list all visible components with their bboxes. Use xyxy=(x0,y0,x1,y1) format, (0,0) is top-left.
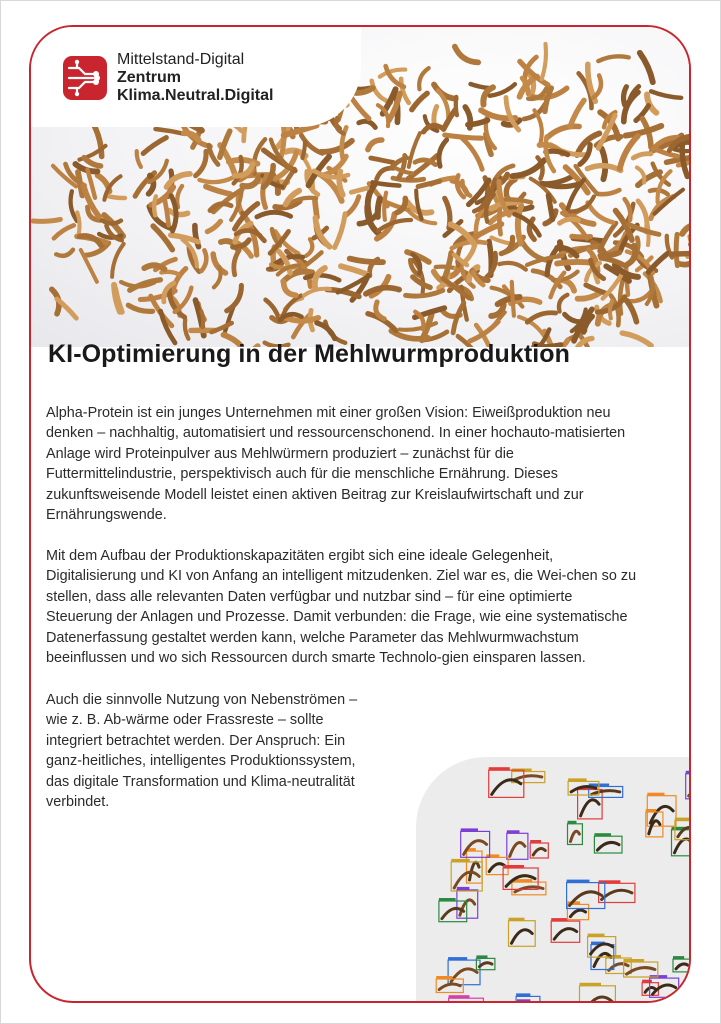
mealworm xyxy=(346,197,359,215)
mealworm xyxy=(586,285,605,293)
mealworm xyxy=(128,305,152,311)
logo-block xyxy=(31,27,361,127)
mealworm xyxy=(588,203,613,223)
mealworm xyxy=(335,214,346,248)
mealworm xyxy=(84,158,101,166)
mealworm xyxy=(462,138,482,169)
org-line-2: Zentrum xyxy=(117,69,181,86)
detected-larva xyxy=(594,953,611,966)
detected-larva xyxy=(439,984,460,989)
mealworm xyxy=(170,211,188,215)
detection-label-tag xyxy=(517,999,530,1002)
ai-detection-image xyxy=(416,757,691,1003)
mealworm xyxy=(651,91,681,98)
detected-larva xyxy=(510,843,525,857)
mealworm xyxy=(371,158,394,163)
mealworm xyxy=(257,212,291,217)
detected-larva xyxy=(570,910,585,917)
mealworm xyxy=(597,190,619,194)
detection-label-tag xyxy=(594,833,611,836)
detection-box xyxy=(517,1002,539,1003)
detected-larva xyxy=(583,997,613,1003)
mealworm xyxy=(185,320,189,339)
mealworm xyxy=(341,266,367,274)
detected-larva xyxy=(602,890,632,899)
detection-label-tag xyxy=(461,828,478,831)
detection-label-tag xyxy=(448,957,467,960)
mealworm xyxy=(416,191,421,219)
mealworm xyxy=(559,295,567,312)
detected-larva xyxy=(689,783,691,796)
mealworm xyxy=(600,253,619,256)
mealworm xyxy=(71,191,77,221)
organization-name xyxy=(117,51,273,105)
detection-label-tag xyxy=(516,993,530,996)
detection-label-tag xyxy=(509,918,525,921)
mealworm xyxy=(177,186,182,207)
detection-label-tag xyxy=(673,956,684,959)
detection-label-tag xyxy=(451,859,470,862)
mealworm xyxy=(610,301,612,318)
detected-larva xyxy=(515,776,542,780)
mealworm xyxy=(542,44,546,79)
mealworm xyxy=(412,93,427,109)
detected-larva xyxy=(533,849,545,855)
mealworm xyxy=(149,161,167,182)
mealworm xyxy=(445,135,482,138)
mealworm xyxy=(368,140,382,150)
mealworm xyxy=(499,209,500,234)
mealworm xyxy=(306,239,312,256)
detected-larva xyxy=(591,944,613,954)
mealworm xyxy=(366,288,399,294)
mealworm xyxy=(598,56,628,61)
mealworm xyxy=(578,293,600,299)
detection-label-tag xyxy=(507,830,520,833)
paragraph-intro: Alpha-Protein ist ein junges Unternehmen mit einer großen Vision: Eiweißproduktion neu denken – nachhaltig, automatisiert und ressourcenschonend. In einer hochauto-matisierten Anlage wird Proteinpulver aus Mehlwürmern produziert – zunächst für die Futtermittelindustrie, perspektivisch auch für die menschliche Ernährung. Dieses zukunftsweisende Modell leistet einen aktiven Beitrag zur Kreislaufwirtschaft und zur Ernährungswende. xyxy=(46,405,626,524)
mealworm xyxy=(620,136,638,169)
mealworm xyxy=(56,250,73,256)
detected-larva xyxy=(676,964,689,969)
mealworm xyxy=(557,262,593,264)
mealworm xyxy=(547,126,579,137)
mealworm xyxy=(624,87,627,105)
mealworm xyxy=(351,188,367,192)
org-line-1: Mittelstand-Digital xyxy=(117,51,245,68)
detection-label-tag xyxy=(647,793,664,796)
mealworm xyxy=(202,250,207,271)
mealworm xyxy=(254,139,265,174)
detection-label-tag xyxy=(551,918,568,921)
mealworm xyxy=(359,121,376,127)
mealworm xyxy=(527,313,555,322)
mealworm xyxy=(143,138,166,154)
mealworm xyxy=(513,160,545,176)
detection-label-tag xyxy=(530,840,541,843)
org-line-3: Klima.Neutral.Digital xyxy=(117,87,274,104)
mealworm xyxy=(303,142,306,158)
mealworm xyxy=(671,254,689,255)
detection-label-tag xyxy=(646,809,656,812)
mealworm xyxy=(682,224,689,234)
detected-larva xyxy=(597,842,619,850)
detection-label-tag xyxy=(489,767,510,770)
mealworm xyxy=(434,107,437,125)
mealworm xyxy=(54,225,74,238)
detection-label-tag xyxy=(436,976,452,979)
mealworm xyxy=(373,182,400,185)
paragraph-side-streams: Auch die sinnvolle Nutzung von Nebenströmen – wie z. B. Ab-wärme oder Frassreste – sollte integriert betrachtet werden. Der Anspruch: Ein ganz-heitliches, intelligentes Produktionssystem, das digitale Transformation und Klima-neutralität verbindet. xyxy=(46,692,358,811)
mealworm xyxy=(640,53,653,82)
detection-label-tag xyxy=(588,934,605,937)
mealworm xyxy=(376,302,384,319)
mealworm xyxy=(400,323,437,330)
mealworm xyxy=(626,126,662,136)
detection-label-tag xyxy=(568,778,587,781)
mealworm xyxy=(593,75,601,97)
larva-detection-overlay xyxy=(416,757,691,1003)
detection-label-tag xyxy=(439,898,456,901)
detection-label-tag xyxy=(476,955,487,958)
mealworm xyxy=(161,272,178,274)
mealworm xyxy=(77,213,79,236)
mealworm xyxy=(196,151,206,175)
detection-label-tag xyxy=(580,983,602,986)
mealworm xyxy=(33,219,60,221)
detected-larva xyxy=(464,841,487,855)
mealworm xyxy=(633,154,651,158)
mealworm xyxy=(378,220,411,231)
mealworm xyxy=(201,311,203,327)
article-title: KI-Optimierung in der Mehlwurmproduktion xyxy=(48,340,571,368)
detection-label-tag xyxy=(686,771,691,774)
detection-box xyxy=(449,998,484,1003)
detected-larva xyxy=(451,969,477,982)
mealworm xyxy=(499,263,525,270)
mealworm xyxy=(418,181,440,186)
detected-larva xyxy=(479,963,492,967)
mealworm xyxy=(419,68,429,89)
mealworm xyxy=(199,177,234,182)
mealworm xyxy=(234,250,239,275)
detected-larva xyxy=(592,791,620,795)
mealworm xyxy=(315,268,325,289)
mealworm xyxy=(321,141,352,152)
mealworm xyxy=(561,280,574,291)
mealworm xyxy=(156,129,185,134)
mealworm xyxy=(455,47,478,63)
mealworm xyxy=(112,244,124,277)
detected-larva xyxy=(512,930,533,944)
mealworm xyxy=(212,323,232,332)
mealworm xyxy=(317,323,335,339)
mealworm xyxy=(512,282,514,316)
mealworm xyxy=(676,234,677,265)
detection-label-tag xyxy=(624,959,645,962)
detection-label-tag xyxy=(503,865,524,868)
detected-larva xyxy=(554,929,577,940)
mealworm xyxy=(401,79,409,103)
mealworm xyxy=(209,145,218,164)
detected-larva xyxy=(581,800,600,816)
detection-label-tag xyxy=(457,887,470,890)
detected-larva xyxy=(492,780,521,795)
detection-label-tag xyxy=(675,818,689,821)
detection-label-tag xyxy=(567,880,590,883)
paragraph-digitalization: Mit dem Aufbau der Produktionskapazitäten ergibt sich eine ideale Gelegenheit, Digitalisierung und KI von Anfang an intelligent mitzudenken. Ziel war es, die Wei-chen so zu stellen, dass alle relevanten Daten verfügbar und nutzbar sind – für eine optimierte Steuerung der Anlagen und Prozesse. Damit verbunden: die Frage, wie eine systematische Datenerfassung gestaltet werden kann, welche Parameter das Mehlwurmwachstum beeinflussen und wo sich Ressourcen durch smarte Technolo-gien einsparen lassen. xyxy=(46,548,637,667)
mealworm xyxy=(546,151,568,155)
mealworm xyxy=(439,140,447,167)
detection-label-tag xyxy=(459,1003,477,1004)
mealworm xyxy=(206,187,230,195)
mealworm xyxy=(284,282,296,296)
mealworm xyxy=(154,196,156,215)
mealworm xyxy=(453,303,464,333)
mealworm xyxy=(471,84,489,88)
detection-label-tag xyxy=(568,821,577,824)
mealworm xyxy=(534,110,541,142)
detected-larva xyxy=(653,985,676,994)
mealworm xyxy=(164,197,168,225)
circuit-logo-icon xyxy=(63,56,107,100)
mealworm xyxy=(315,201,317,218)
detection-label-tag xyxy=(642,980,652,983)
mealworm xyxy=(227,285,242,310)
mealworm xyxy=(627,300,637,321)
detected-larva xyxy=(675,839,692,853)
mealworm xyxy=(106,196,125,198)
detection-label-tag xyxy=(449,995,470,998)
mealworm xyxy=(137,151,141,167)
mealworm xyxy=(207,221,220,231)
detected-larva xyxy=(571,831,580,841)
mealworm xyxy=(570,100,584,126)
